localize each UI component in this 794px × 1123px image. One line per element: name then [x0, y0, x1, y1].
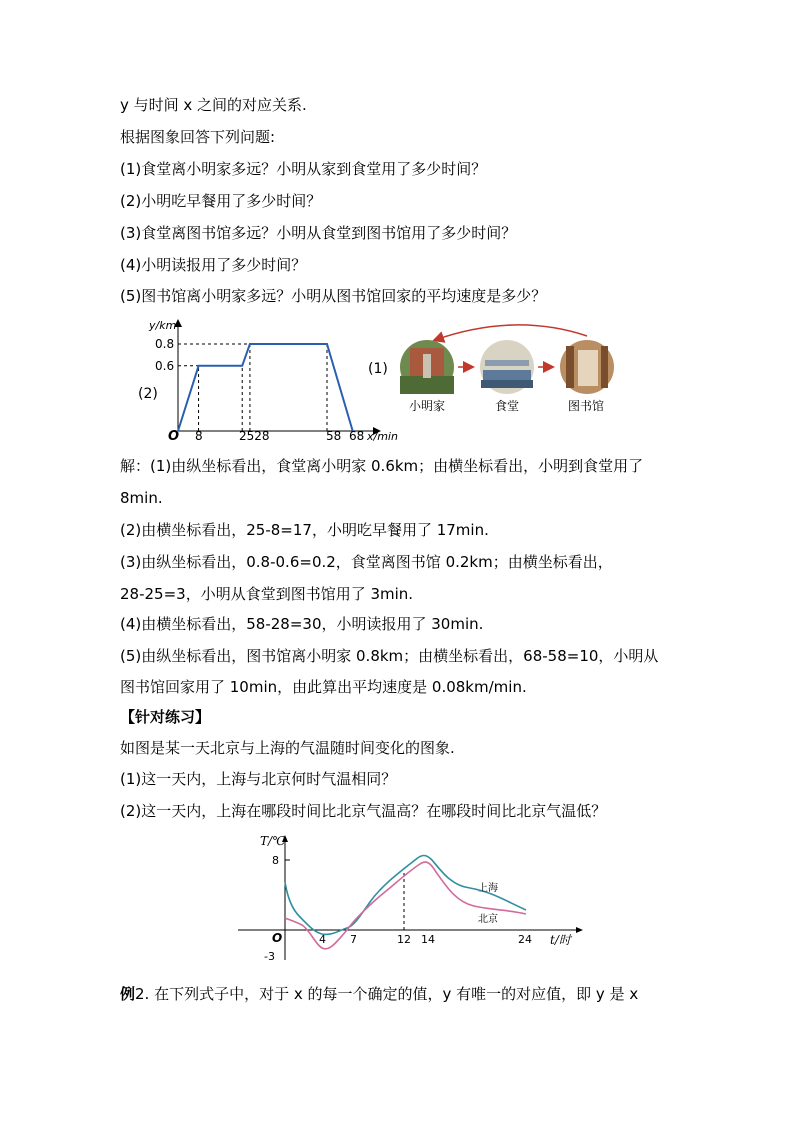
solution-line: 解：(1)由纵坐标看出，食堂离小明家 0.6km；由横坐标看出，小明到食堂用了 [120, 457, 644, 475]
x-tick-label: 12 [397, 933, 411, 946]
solution-line: (4)由横坐标看出，58-28=30，小明读报用了 30min. [120, 615, 484, 633]
x-tick-label: 24 [518, 933, 532, 946]
x-tick-label: 8 [195, 429, 203, 443]
y-tick-label: 0.8 [155, 337, 175, 351]
library-photo [560, 340, 614, 394]
figure-tag: (1) [368, 361, 388, 377]
x-tick-label: 58 [326, 429, 342, 443]
solution-line: 图书馆回家用了 10min，由此算出平均速度是 0.08km/min. [120, 678, 527, 696]
x-tick-label: 14 [421, 933, 435, 946]
example-text: 2. 在下列式子中，对于 x 的每一个确定的值，y 有唯一的对应值，即 y 是 x [135, 985, 639, 1003]
example-2-line [120, 984, 638, 1004]
x-tick-label: 4 [319, 933, 326, 946]
x-axis-arrow [576, 927, 583, 933]
section-title: 【针对练习】 [120, 708, 211, 726]
text-line: y 与时间 x 之间的对应关系. [120, 96, 307, 114]
question-5: (5)图书馆离小明家多远？小明从图书馆回家的平均速度是多少？ [120, 287, 547, 305]
x-tick-label: 7 [350, 933, 357, 946]
y-axis-label: T/℃ [260, 834, 286, 848]
text-line: 根据图象回答下列问题: [120, 128, 276, 146]
x-axis-label: x/min [367, 430, 398, 443]
place-label: 图书馆 [568, 399, 605, 413]
question-2: (2)小明吃早餐用了多少时间？ [120, 192, 322, 210]
origin-label: O [272, 931, 283, 945]
question-3: (3)食堂离图书馆多远？小明从食堂到图书馆用了多少时间？ [120, 224, 517, 242]
place-label: 食堂 [495, 399, 520, 413]
origin-label: O [168, 429, 180, 444]
canteen-photo [480, 340, 534, 394]
solution-line: (2)由横坐标看出，25-8=17，小明吃早餐用了 17min. [120, 521, 489, 539]
text-line: 如图是某一天北京与上海的气温随时间变化的图象. [120, 739, 455, 757]
figure-tag: (2) [138, 386, 158, 402]
series-label-shanghai: 上海 [478, 883, 498, 894]
series-label-beijing: 北京 [478, 914, 498, 925]
home-photo [400, 340, 454, 394]
x-tick-label: 68 [349, 429, 365, 443]
question-4: (4)小明读报用了多少时间？ [120, 256, 307, 274]
y-tick-label: 0.6 [155, 359, 175, 373]
return-arrow [435, 325, 587, 340]
x-tick-label: 2528 [239, 429, 270, 443]
x-axis-label: t/时 [550, 933, 571, 947]
solution-line: (3)由纵坐标看出，0.8-0.6=0.2，食堂离图书馆 0.2km；由横坐标看出， [120, 553, 613, 571]
temperature-chart [230, 830, 590, 970]
solution-line: 28-25=3，小明从食堂到图书馆用了 3min. [120, 585, 414, 603]
place-label: 小明家 [409, 399, 446, 413]
question-1: (1)这一天内，上海与北京何时气温相同？ [120, 770, 397, 788]
places-diagram [365, 318, 615, 418]
example-label: 例 [120, 985, 136, 1003]
question-1: (1)食堂离小明家多远？小明从家到食堂用了多少时间？ [120, 160, 487, 178]
y-axis-label: y/km [149, 319, 177, 332]
question-2: (2)这一天内，上海在哪段时间比北京气温高？在哪段时间比北京气温低？ [120, 802, 607, 820]
distance-line [178, 344, 353, 431]
solution-line: 8min. [120, 489, 163, 507]
solution-line: (5)由纵坐标看出，图书馆离小明家 0.8km；由横坐标看出，68-58=10，小明从 [120, 647, 659, 665]
y-tick-label: 8 [272, 854, 279, 867]
y-tick-label: -3 [264, 950, 275, 963]
